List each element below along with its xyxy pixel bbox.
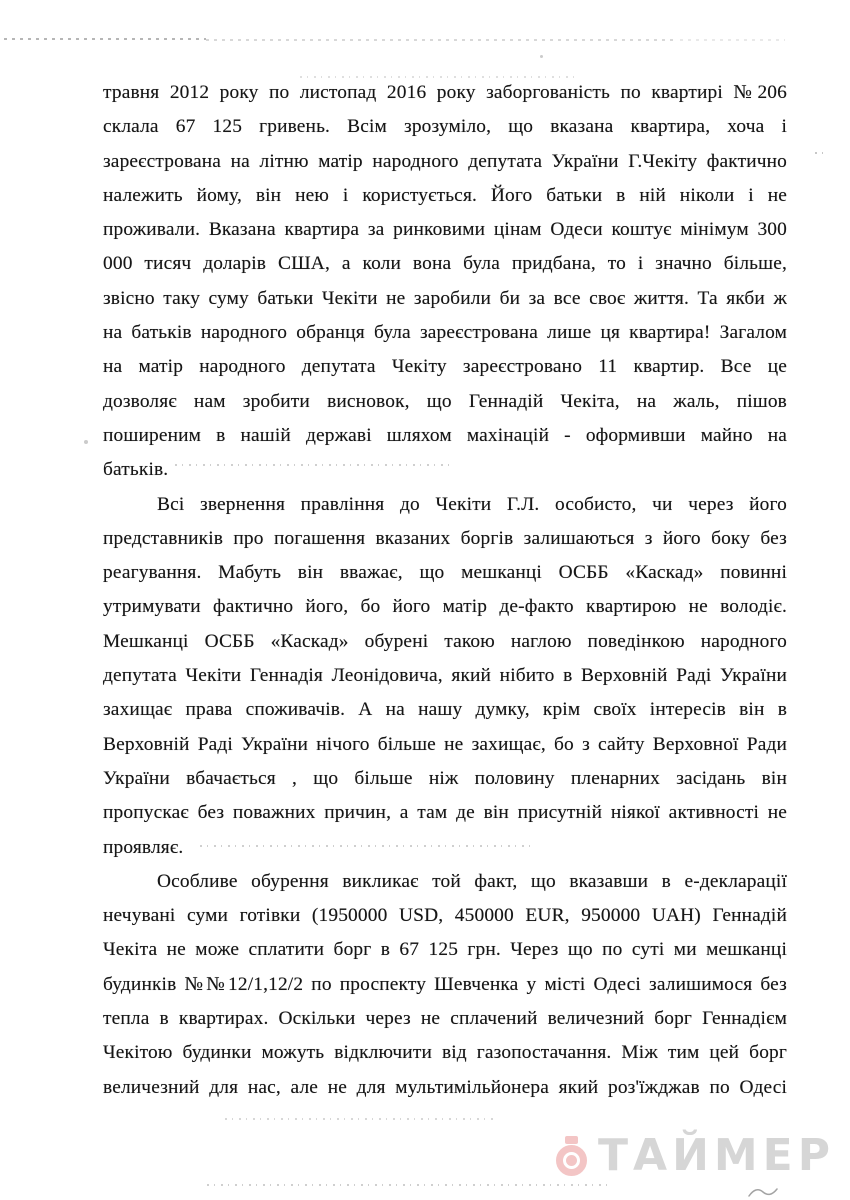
document-line: величезний для нас, але не для мультимільйонера який роз'їжджав по Одесі [103,1076,787,1098]
document-line: Особливе обурення викликає той факт, що вказавши в е-декларації [157,870,787,892]
document-line: проживали. Вказана квартира за ринковими цінам Одеси коштує мінімум 300 [103,219,787,241]
stopwatch-button [565,1136,578,1144]
document-line: поширеним в нашій державі шляхом махінацій - оформивши майно на [103,424,787,446]
scan-fold-line [680,39,785,41]
document-line: дозволяє нам зробити висновок, що Геннадій Чекіта, на жаль, пішов [103,390,787,412]
document-line: України вбачається , що більше ніж половину пленарних засідань він [103,767,787,789]
scan-noise [207,1184,607,1186]
document-line: будинків №№12/1,12/2 по проспекту Шевченка у місті Одесі залишимося без [103,973,787,995]
watermark-text: ТАЙМЕР [598,1130,835,1181]
document-line: 000 тисяч доларів США, а коли вона була придбана, то і значно більше, [103,253,787,275]
scan-fold-line [206,39,676,41]
document-line: нечувані суми готівки (1950000 USD, 450000 EUR, 950000 UAH) Геннадій [103,905,787,927]
document-line: склала 67 125 гривень. Всім зрозуміло, що вказана квартира, хоча і [103,116,787,138]
document-line: Чекітою будинки можуть відключити від газопостачання. Між тим цей борг [103,1042,787,1064]
document-line: захищає права споживачів. А на нашу думку, крім своїх інтересів він в [103,699,787,721]
document-line: пропускає без поважних причин, а там де він присутній ніякої активності не [103,802,787,824]
document-line: тепла в квартирах. Оскільки через не сплачений величезний борг Геннадієм [103,1008,787,1030]
scan-noise [84,440,88,444]
document-line: травня 2012 року по листопад 2016 року заборгованість по квартирі №206 [103,82,787,103]
document-line: Всі звернення правління до Чекіти Г.Л. особисто, чи через його [157,493,787,515]
stopwatch-center-dot [566,1155,577,1166]
document-line: представників про погашення вказаних боргів залишаються з його боку без [103,527,787,549]
document-line: на матір народного депутата Чекіту зареєстровано 11 квартир. Все це [103,356,787,378]
scan-noise [225,1118,495,1120]
scan-noise [815,152,825,154]
document-text [103,76,787,1105]
scan-fold-line [4,38,206,40]
document-line: звісно таку суму батьки Чекіти не заробили би за все своє життя. Та якби ж [103,287,787,309]
document-line: батьків. [103,459,169,481]
pen-stroke-mark [748,1184,778,1200]
document-line: Мешканці ОСББ «Каскад» обурені такою наглою поведінкою народного [103,630,787,652]
taymer-watermark [556,1130,850,1184]
stopwatch-icon [556,1136,587,1178]
document-line: Чекіта не може сплатити борг в 67 125 грн. Через що по суті ми мешканці [103,939,787,961]
document-line: утримувати фактично його, бо його матір де-факто квартирою не володіє. [103,596,787,618]
document-line: проявляє. [103,836,184,858]
document-line: належить йому, він нею і користується. Його батьки в ній ніколи і не [103,184,787,206]
document-line: на батьків народного обранця була зареєстрована лише ця квартира! Загалом [103,322,787,344]
document-line: Верховній Раді України нічого більше не захищає, бо з сайту Верховної Ради [103,733,787,755]
document-line: реагування. Мабуть він вважає, що мешканці ОСББ «Каскад» повинні [103,562,787,584]
document-line: депутата Чекіти Геннадія Леонідовича, який нібито в Верховній Раді України [103,665,787,687]
document-line: зареєстрована на літню матір народного депутата України Г.Чекіту фактично [103,150,787,172]
scan-noise [540,55,543,58]
